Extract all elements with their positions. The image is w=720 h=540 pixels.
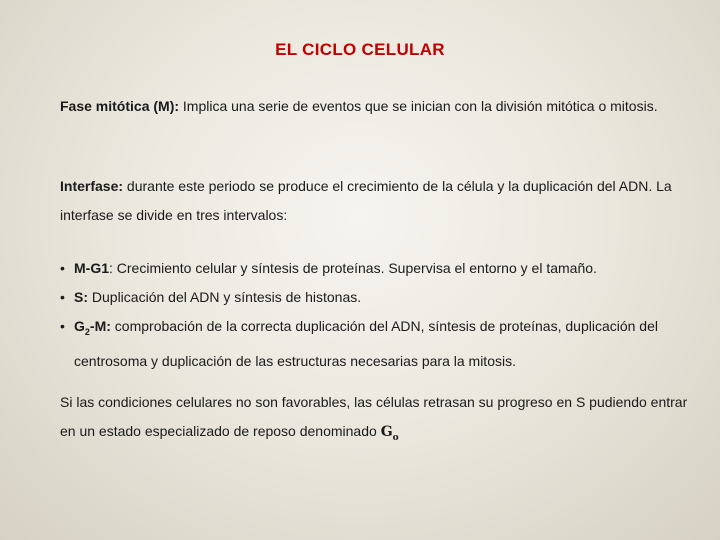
intervalo-text: : Crecimiento celular y síntesis de proteínas. Supervisa el entorno y el tamaño. bbox=[109, 260, 597, 276]
interfase-paragraph bbox=[60, 172, 700, 230]
intervalo-term: M-G1 bbox=[74, 260, 109, 276]
intervalo-term: $G_2-M$: bbox=[74, 318, 111, 337]
intervalo-text: Duplicación del ADN y síntesis de histonas. bbox=[88, 289, 362, 305]
intervalo-term: S: bbox=[74, 289, 88, 305]
intervalo-text: comprobación de la correcta duplicación del ADN, síntesis de proteínas, duplicación del centrosoma y duplicación de las estructuras necesarias para la mitosis. bbox=[74, 318, 658, 369]
fase-mitotica-paragraph bbox=[60, 92, 700, 121]
list-item bbox=[60, 312, 700, 376]
interfase-text: durante este periodo se produce el crecimiento de la célula y la duplicación del ADN. La interfase se divide en tres intervalos: bbox=[60, 178, 672, 223]
intervalos-list bbox=[60, 254, 700, 376]
list-item bbox=[60, 283, 700, 312]
fase-mitotica-term: Fase mitótica (M): bbox=[60, 98, 180, 114]
bullet: • bbox=[60, 260, 65, 276]
fase-mitotica-text: Implica una serie de eventos que se inician con la división mitótica o mitosis. bbox=[179, 98, 658, 114]
g0-symbol: $G_o$ bbox=[380, 424, 399, 443]
list-item bbox=[60, 254, 700, 283]
slide-title: EL CICLO CELULAR bbox=[275, 40, 445, 59]
bullet: • bbox=[60, 318, 65, 334]
interfase-term: Interfase: bbox=[60, 178, 124, 194]
bullet: • bbox=[60, 289, 65, 305]
conclusion-paragraph bbox=[60, 388, 700, 453]
conclusion-text: Si las condiciones celulares no son favorables, las células retrasan su progreso en S pudiendo entrar en un estado especializado de reposo denominado bbox=[60, 394, 688, 439]
